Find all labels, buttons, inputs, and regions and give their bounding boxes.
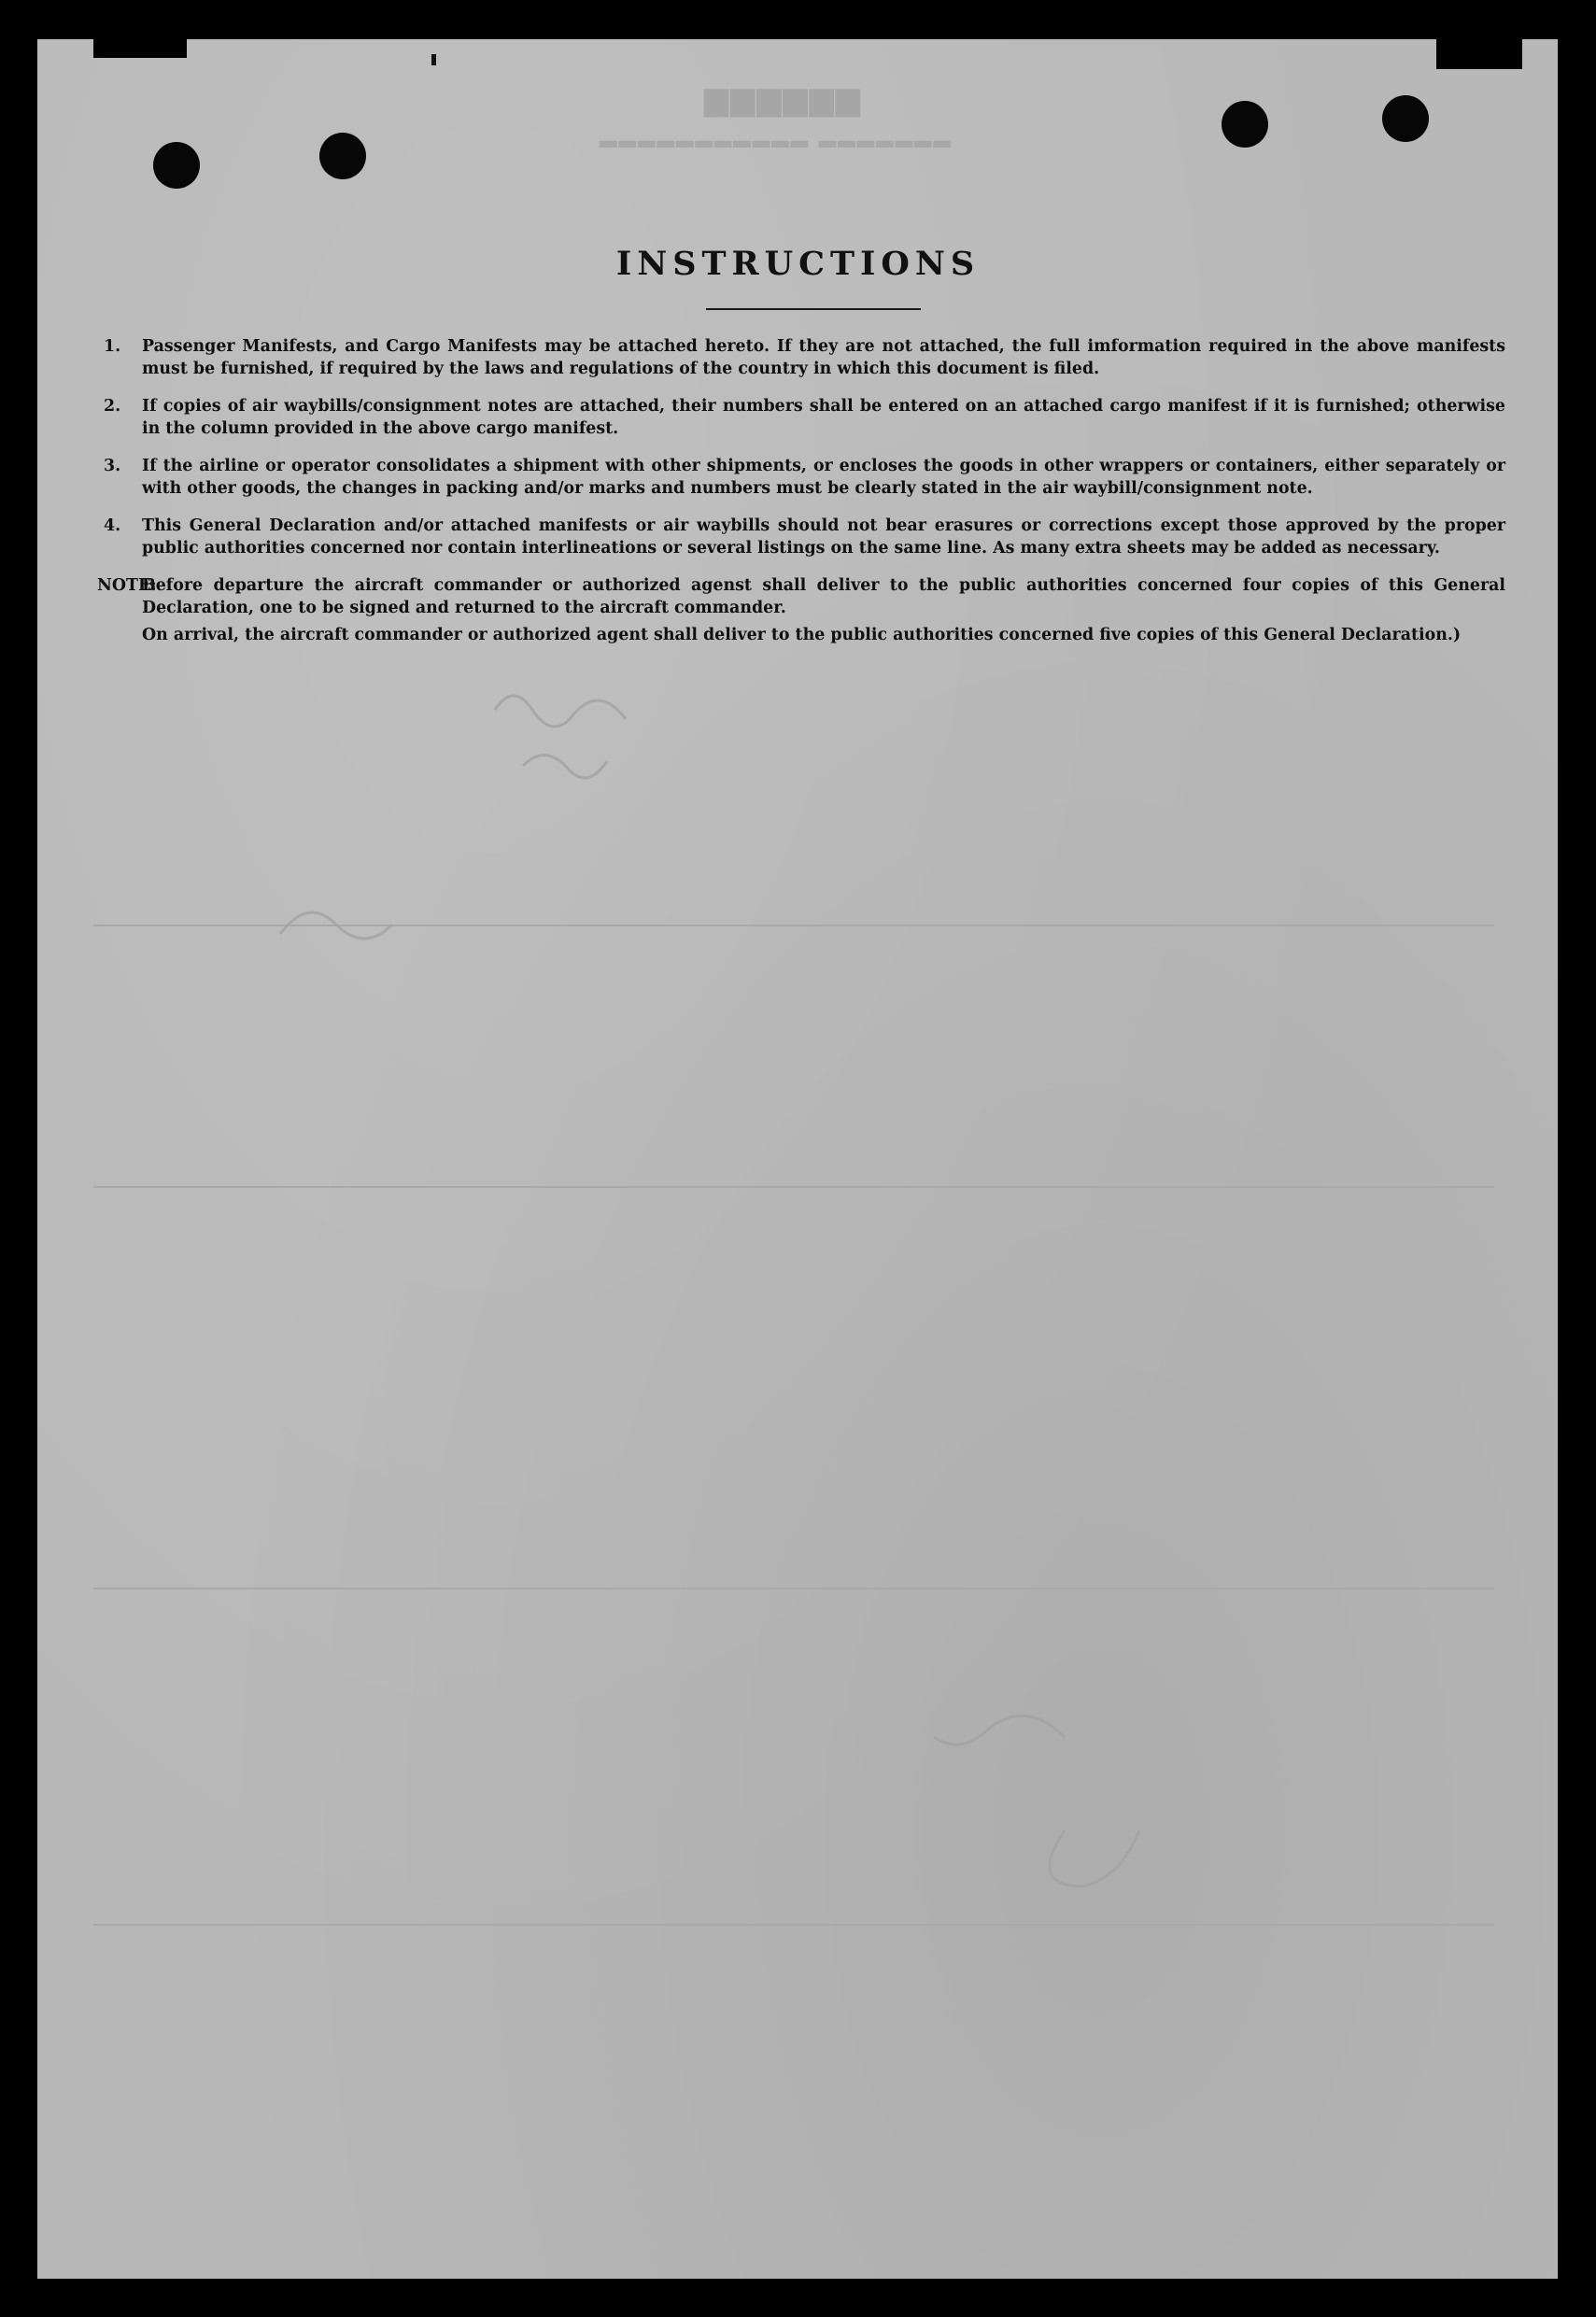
scan-edge-top-right bbox=[1436, 37, 1522, 69]
instruction-item-3 bbox=[99, 456, 1505, 500]
instruction-item-4 bbox=[99, 516, 1505, 559]
bleed-through-rule bbox=[93, 1924, 1494, 1926]
punch-hole-2 bbox=[319, 133, 366, 179]
instruction-text: If copies of air waybills/consignment notes are attached, their numbers shall be entered on an attached cargo manifest if it is furnished; otherwise in the column provided in the above cargo manifest. bbox=[142, 397, 1505, 438]
note-departure-text: Before departure the aircraft commander or authorized agenst shall deliver to the public authorities concerned four copies of this General Declaration, one to be signed and returned to the aircraft commander. bbox=[142, 576, 1505, 617]
punch-hole-4 bbox=[1382, 95, 1429, 142]
instruction-item-1 bbox=[99, 336, 1505, 380]
instructions-list bbox=[99, 336, 1505, 651]
instruction-item-2 bbox=[99, 396, 1505, 440]
note-label: NOTE: bbox=[97, 576, 157, 595]
note-arrival-text: On arrival, the aircraft commander or authorized agent shall deliver to the public authorities concerned five copies of this General Declaration.) bbox=[142, 626, 1462, 644]
bleed-through-rule bbox=[93, 925, 1494, 926]
instruction-number: 2. bbox=[104, 397, 121, 416]
punch-hole-3 bbox=[1222, 101, 1268, 148]
bleed-through-subheading: ▂▂▂▂▂▂▂ ▂▂▂▂▂▂▂▂▂▂▂ bbox=[598, 121, 951, 148]
instruction-number: 3. bbox=[104, 457, 121, 475]
title-underline bbox=[706, 308, 921, 310]
instruction-number: 1. bbox=[104, 337, 121, 356]
instruction-number: 4. bbox=[104, 516, 121, 535]
bleed-through-heading: ▆▆▆▆▆▆ bbox=[702, 80, 860, 118]
scan-mark bbox=[431, 54, 436, 65]
bleed-through-rule bbox=[93, 1588, 1494, 1589]
punch-hole-1 bbox=[153, 142, 200, 189]
scan-edge-top-left bbox=[93, 37, 187, 58]
instruction-text: If the airline or operator consolidates a shipment with other shipments, or encloses the goods in other wrappers or containers, either separately or with other goods, the changes in packing and/or marks and numbers must be clearly stated in the air waybill/consignment note. bbox=[142, 457, 1505, 498]
note-block bbox=[99, 575, 1505, 647]
page-title: INSTRUCTIONS bbox=[615, 245, 981, 283]
instruction-text: Passenger Manifests, and Cargo Manifests may be attached hereto. If they are not attached, the full imformation required in the above manifests must be furnished, if required by the laws and regulations of the country in which this document is filed. bbox=[142, 337, 1505, 378]
instruction-text: This General Declaration and/or attached manifests or air waybills should not bear erasures or corrections except those approved by the proper public authorities concerned nor contain interlineations or several listings on the same line. As many extra sheets may be added as necessary. bbox=[142, 516, 1505, 558]
bleed-through-rule bbox=[93, 1186, 1494, 1188]
